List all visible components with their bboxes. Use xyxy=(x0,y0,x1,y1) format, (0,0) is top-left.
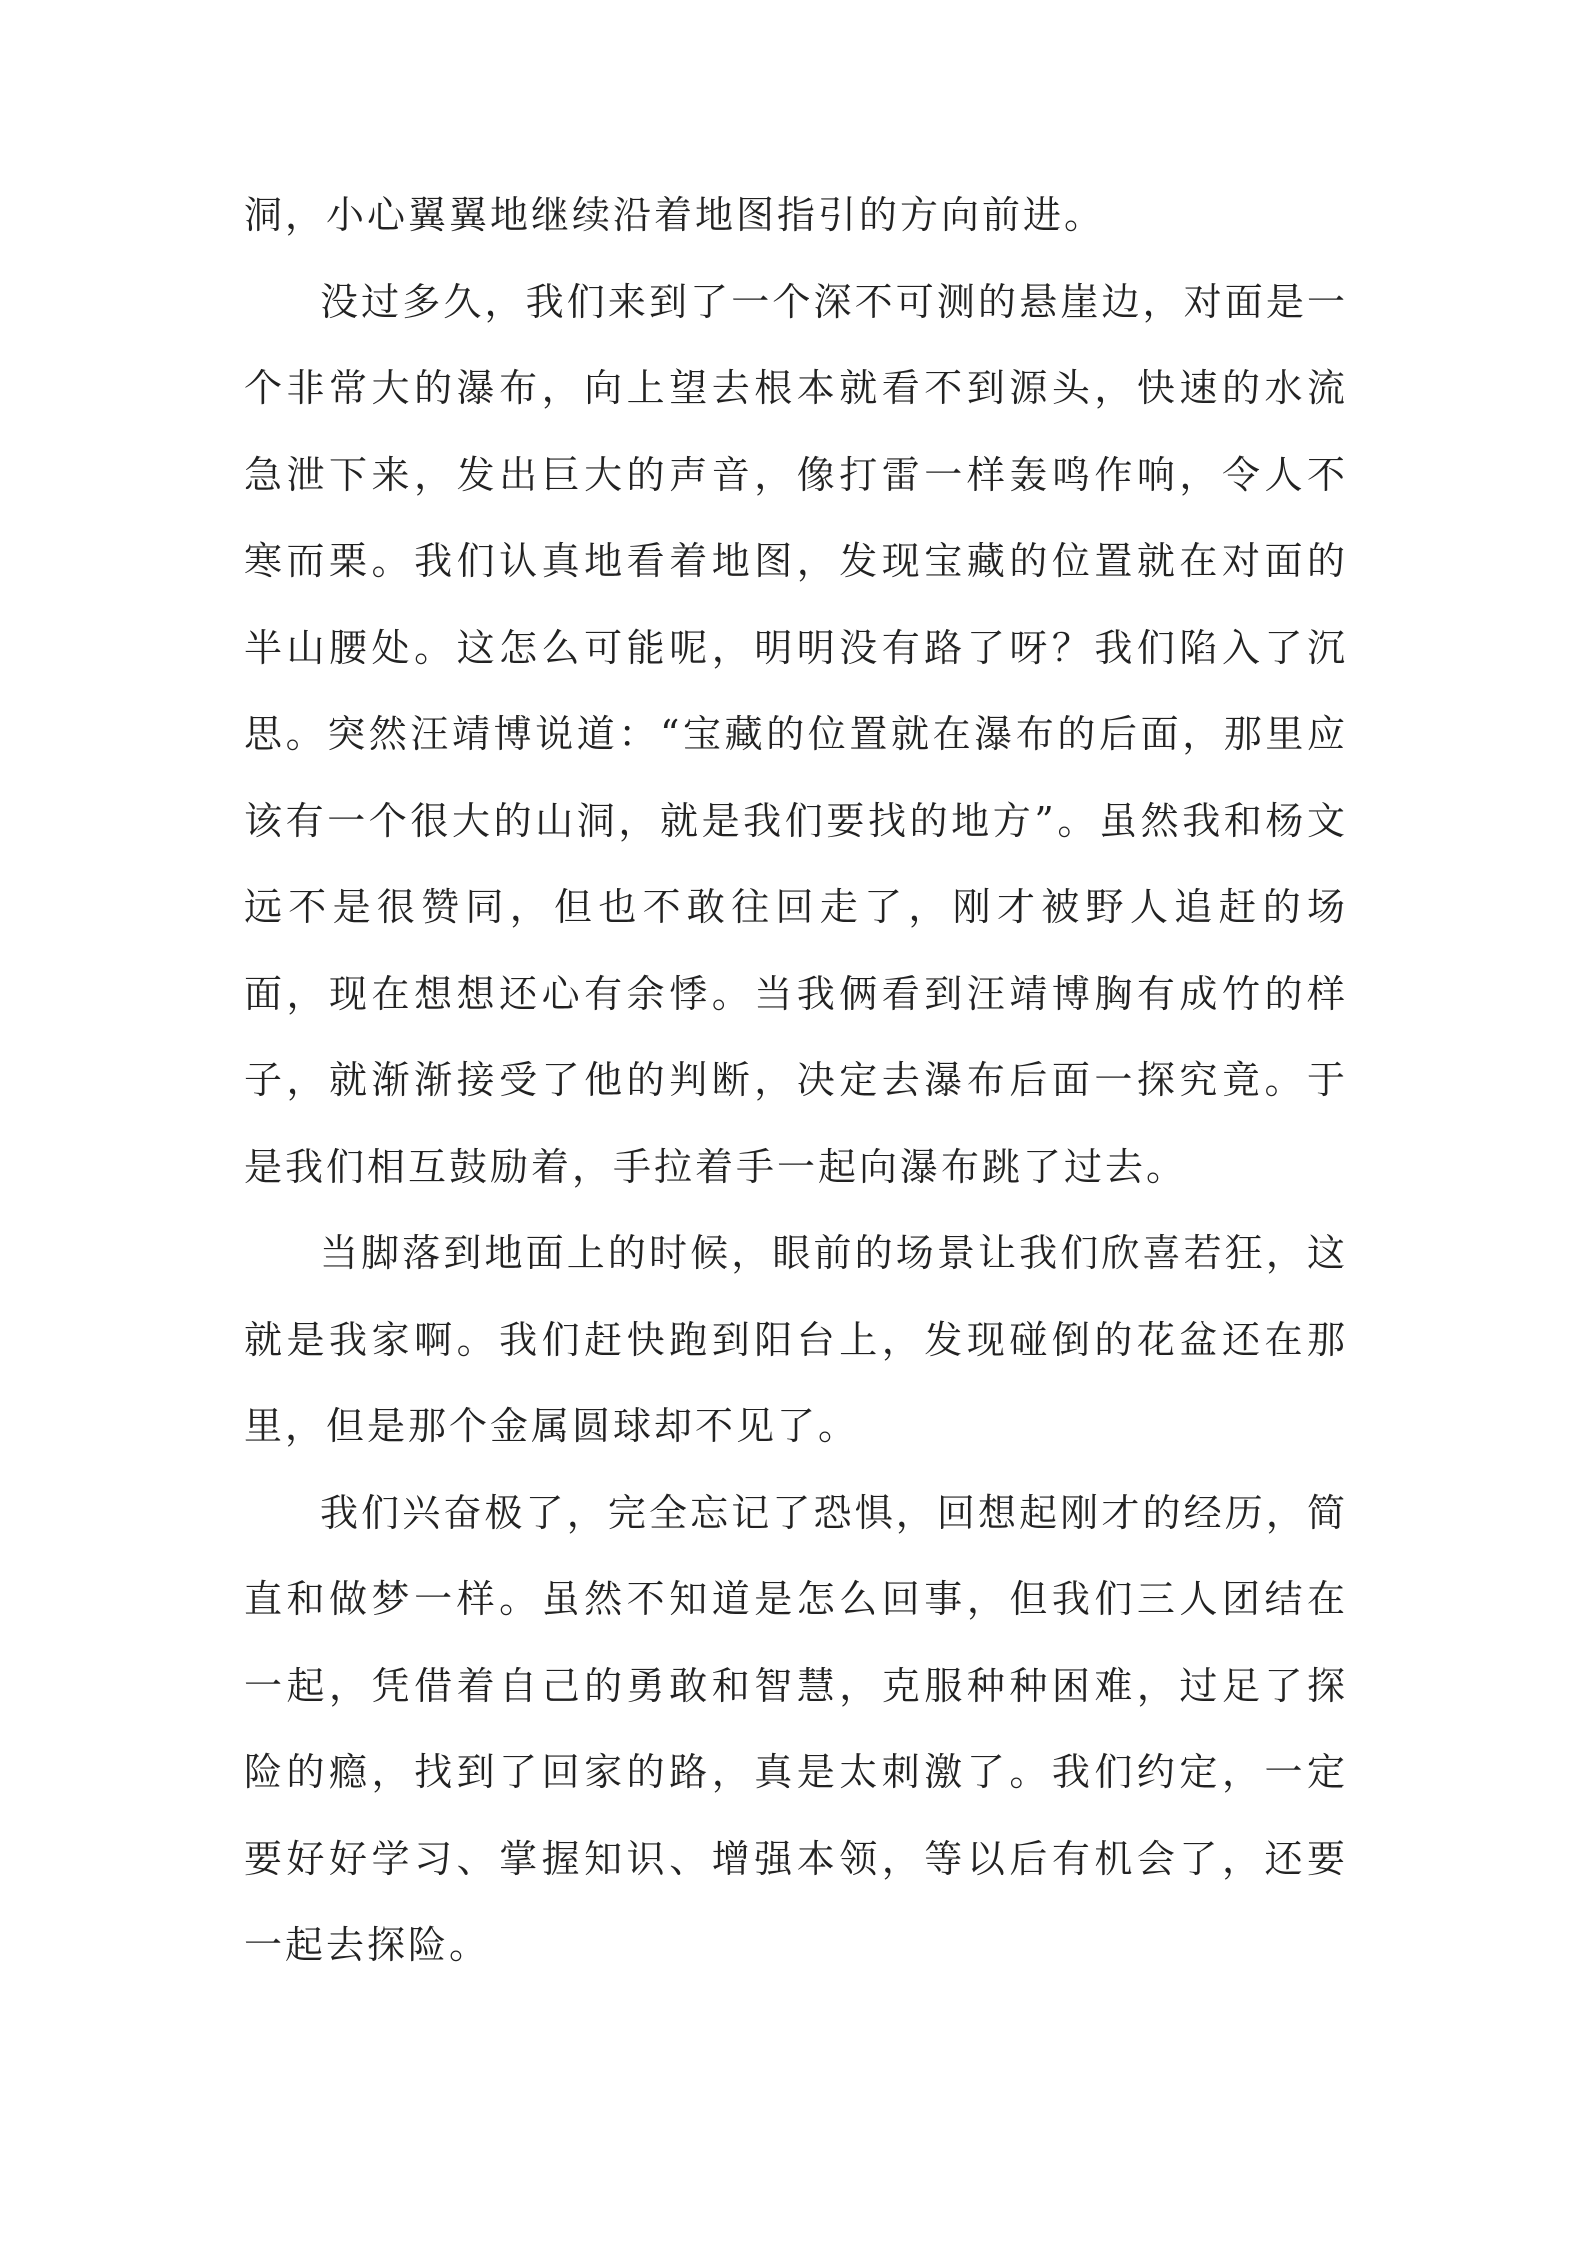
paragraph-conclusion: 我们兴奋极了，完全忘记了恐惧，回想起刚才的经历，简直和做梦一样。虽然不知道是怎么回事，但我们三人团结在一起，凭借着自己的勇敢和智慧，克服种种困难，过足了探险的瘾，找到了回家的路，真是太刺激了。我们约定，一定要好好学习、掌握知识、增强本领，等以后有机会了，还要一起去探险。 xyxy=(244,1490,1348,1967)
document-body xyxy=(244,172,1348,1989)
paragraph-continued: 洞，小心翼翼地继续沿着地图指引的方向前进。 xyxy=(244,193,1106,237)
paragraph-return-home: 当脚落到地面上的时候，眼前的场景让我们欣喜若狂，这就是我家啊。我们赶快跑到阳台上，发现碰倒的花盆还在那里，但是那个金属圆球却不见了。 xyxy=(244,1231,1348,1448)
paragraph-waterfall-cliff: 没过多久，我们来到了一个深不可测的悬崖边，对面是一个非常大的瀑布，向上望去根本就看不到源头，快速的水流急泄下来，发出巨大的声音，像打雷一样轰鸣作响，令人不寒而栗。我们认真地看着地图，发现宝藏的位置就在对面的半山腰处。这怎么可能呢，明明没有路了呀？我们陷入了沉思。突然汪靖博说道：“宝藏的位置就在瀑布的后面，那里应该有一个很大的山洞，就是我们要找的地方”。虽然我和杨文远不是很赞同，但也不敢往回走了，刚才被野人追赶的场面，现在想想还心有余悸。当我俩看到汪靖博胸有成竹的样子，就渐渐接受了他的判断，决定去瀑布后面一探究竟。于是我们相互鼓励着，手拉着手一起向瀑布跳了过去。 xyxy=(244,279,1348,1189)
